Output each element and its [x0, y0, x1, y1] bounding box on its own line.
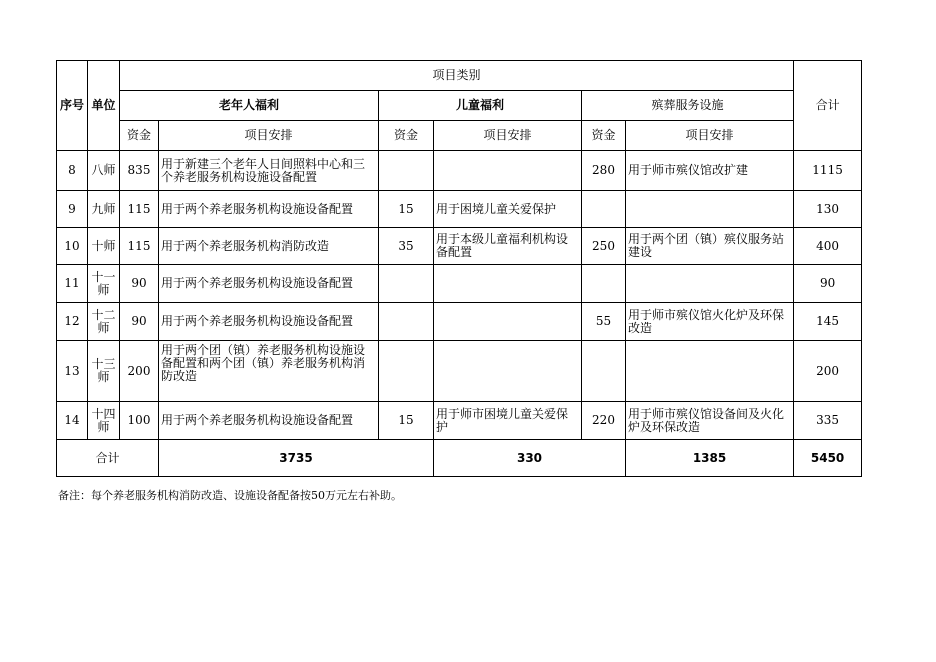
- header-elderly: 老年人福利: [120, 91, 379, 121]
- row-elderly-plan: 用于两个养老服务机构设施设备配置: [159, 191, 379, 228]
- totals-label: 合计: [57, 440, 159, 477]
- row-total: 90: [794, 265, 862, 303]
- row-funeral-plan: [626, 191, 794, 228]
- row-funeral-plan: 用于师市殡仪馆改扩建: [626, 151, 794, 191]
- row-funeral-plan: 用于两个团（镇）殡仪服务站建设: [626, 228, 794, 265]
- row-elderly-fund: 115: [120, 191, 159, 228]
- row-children-fund: 15: [379, 402, 434, 440]
- totals-children: 330: [434, 440, 626, 477]
- header-children: 儿童福利: [379, 91, 582, 121]
- totals-grand: 5450: [794, 440, 862, 477]
- row-funeral-fund: [582, 191, 626, 228]
- row-elderly-plan: 用于两个养老服务机构设施设备配置: [159, 402, 379, 440]
- totals-row: [57, 440, 862, 477]
- row-children-plan: 用于困境儿童关爱保护: [434, 191, 582, 228]
- table-row: [57, 228, 862, 265]
- row-elderly-plan: 用于两个团（镇）养老服务机构设施设备配置和两个团（镇）养老服务机构消防改造: [159, 341, 379, 402]
- table-row: [57, 303, 862, 341]
- row-elderly-fund: 200: [120, 341, 159, 402]
- row-children-plan: 用于师市困境儿童关爱保护: [434, 402, 582, 440]
- row-children-fund: 35: [379, 228, 434, 265]
- row-funeral-fund: 250: [582, 228, 626, 265]
- row-children-fund: 15: [379, 191, 434, 228]
- row-total: 1115: [794, 151, 862, 191]
- row-unit: 十二师: [88, 303, 120, 341]
- header-total: 合计: [794, 61, 862, 151]
- row-seq: 14: [57, 402, 88, 440]
- row-children-plan: [434, 341, 582, 402]
- row-elderly-fund: 115: [120, 228, 159, 265]
- row-unit: 十三师: [88, 341, 120, 402]
- header-seq: 序号: [57, 61, 88, 151]
- header-elderly-plan: 项目安排: [159, 121, 379, 151]
- row-total: 335: [794, 402, 862, 440]
- header-elderly-fund: 资金: [120, 121, 159, 151]
- table-row: [57, 402, 862, 440]
- header-unit: 单位: [88, 61, 120, 151]
- row-seq: 12: [57, 303, 88, 341]
- row-elderly-fund: 835: [120, 151, 159, 191]
- footnote: 备注：每个养老服务机构消防改造、设施设备配备按50万元左右补助。: [58, 489, 402, 502]
- row-funeral-fund: [582, 341, 626, 402]
- row-children-plan: [434, 303, 582, 341]
- row-children-fund: [379, 303, 434, 341]
- row-unit: 八师: [88, 151, 120, 191]
- row-funeral-plan: [626, 341, 794, 402]
- header-category: 项目类别: [120, 61, 794, 91]
- row-children-fund: [379, 151, 434, 191]
- table-row: [57, 191, 862, 228]
- row-elderly-fund: 90: [120, 265, 159, 303]
- row-unit: 九师: [88, 191, 120, 228]
- table-row: [57, 151, 862, 191]
- header-funeral-fund: 资金: [582, 121, 626, 151]
- row-elderly-plan: 用于两个养老服务机构消防改造: [159, 228, 379, 265]
- row-seq: 11: [57, 265, 88, 303]
- row-children-plan: [434, 265, 582, 303]
- header-funeral-plan: 项目安排: [626, 121, 794, 151]
- row-funeral-fund: [582, 265, 626, 303]
- row-seq: 9: [57, 191, 88, 228]
- header-children-plan: 项目安排: [434, 121, 582, 151]
- header-children-fund: 资金: [379, 121, 434, 151]
- row-total: 145: [794, 303, 862, 341]
- row-elderly-fund: 100: [120, 402, 159, 440]
- row-total: 130: [794, 191, 862, 228]
- row-unit: 十四师: [88, 402, 120, 440]
- header-funeral: 殡葬服务设施: [582, 91, 794, 121]
- row-funeral-plan: [626, 265, 794, 303]
- funding-table: [56, 60, 862, 477]
- row-children-plan: [434, 151, 582, 191]
- row-children-fund: [379, 265, 434, 303]
- row-funeral-plan: 用于师市殡仪馆火化炉及环保改造: [626, 303, 794, 341]
- row-seq: 10: [57, 228, 88, 265]
- row-seq: 13: [57, 341, 88, 402]
- row-elderly-plan: 用于新建三个老年人日间照料中心和三个养老服务机构设施设备配置: [159, 151, 379, 191]
- row-funeral-plan: 用于师市殡仪馆设备间及火化炉及环保改造: [626, 402, 794, 440]
- row-funeral-fund: 220: [582, 402, 626, 440]
- row-children-fund: [379, 341, 434, 402]
- row-funeral-fund: 280: [582, 151, 626, 191]
- row-elderly-fund: 90: [120, 303, 159, 341]
- row-total: 400: [794, 228, 862, 265]
- totals-elderly: 3735: [159, 440, 434, 477]
- row-seq: 8: [57, 151, 88, 191]
- row-elderly-plan: 用于两个养老服务机构设施设备配置: [159, 265, 379, 303]
- row-children-plan: 用于本级儿童福利机构设备配置: [434, 228, 582, 265]
- totals-funeral: 1385: [626, 440, 794, 477]
- table-row: [57, 341, 862, 402]
- row-total: 200: [794, 341, 862, 402]
- row-funeral-fund: 55: [582, 303, 626, 341]
- row-elderly-plan: 用于两个养老服务机构设施设备配置: [159, 303, 379, 341]
- row-unit: 十一师: [88, 265, 120, 303]
- table-row: [57, 265, 862, 303]
- row-unit: 十师: [88, 228, 120, 265]
